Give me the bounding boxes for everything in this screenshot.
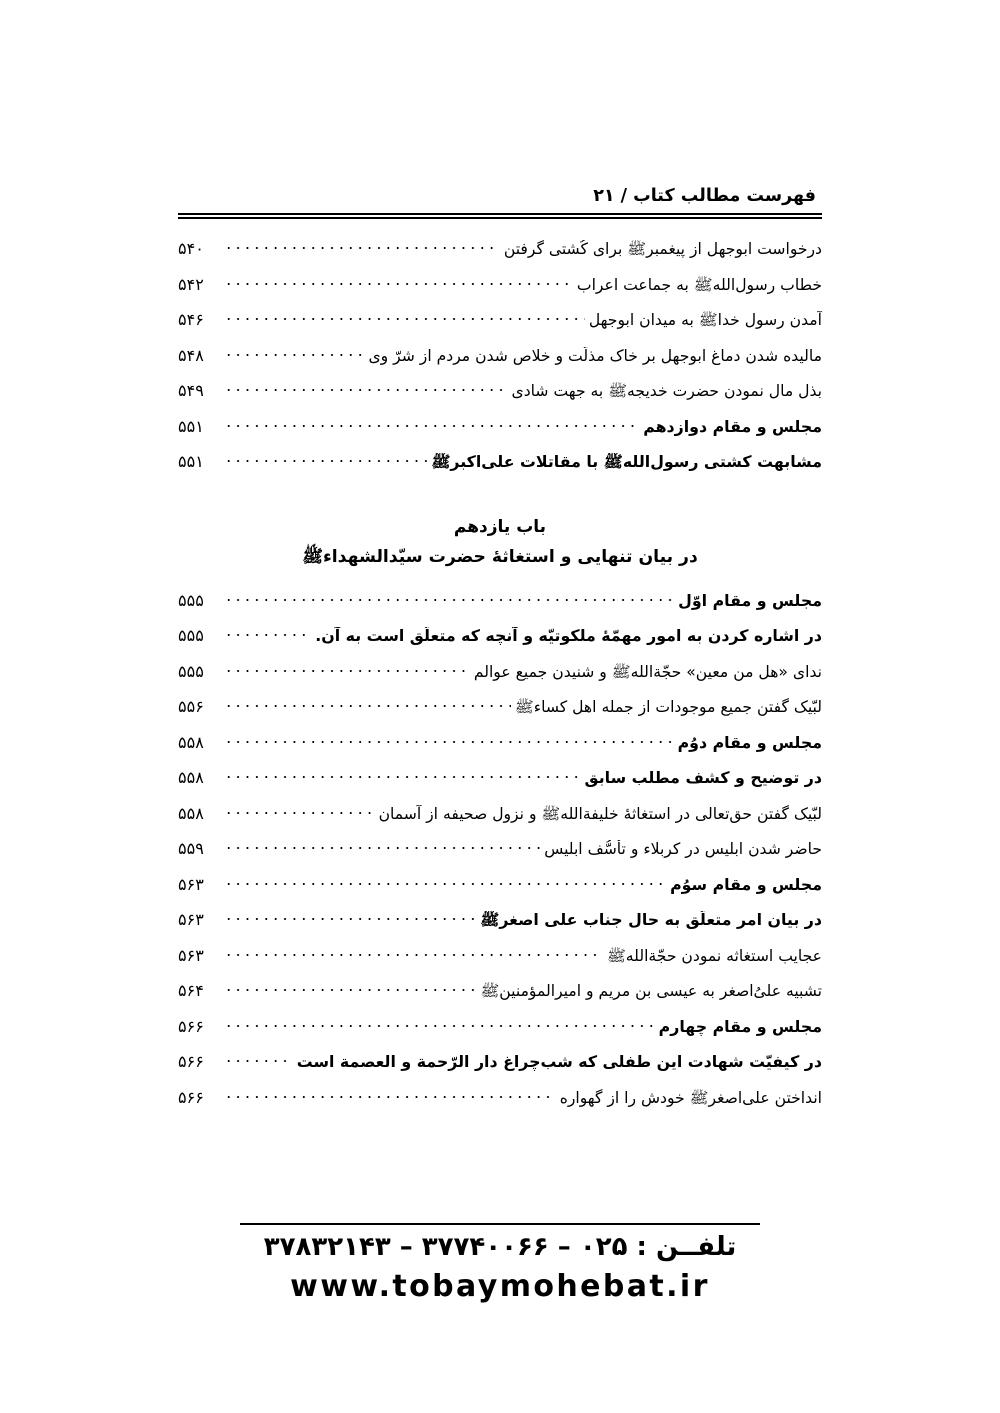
toc-entry-title: عجایب استغاثه نمودن حجّةاللهﷺ	[606, 946, 822, 965]
toc-entry-page: ۵۶۶	[178, 1087, 204, 1107]
toc-entry[interactable]	[178, 1016, 822, 1052]
toc-entry-page: ۵۵۸	[178, 803, 204, 823]
toc-entry-page: ۵۵۱	[178, 452, 204, 471]
toc-entry-title: در اشاره کردن به امور مهمّۀ ملکوتیّه و آنچه که متعلّق است به آن.	[315, 627, 822, 646]
chapter-heading-title: باب یازدهم	[453, 516, 547, 537]
toc-entry[interactable]	[178, 380, 822, 416]
toc-entry-page: ۵۶۳	[178, 945, 204, 965]
toc-entry[interactable]	[178, 661, 822, 697]
toc-entry-title: مجلس و مقام چهارم	[658, 1017, 822, 1036]
toc-entry-title: آمدن رسول خداﷺ به میدان ابوجهل	[588, 311, 822, 329]
chapter-heading	[178, 517, 822, 568]
toc-entry-page: ۵۴۰	[178, 239, 204, 258]
dot-leader	[224, 309, 585, 325]
toc-entry[interactable]	[178, 874, 822, 910]
running-head: فهرست مطالب کتاب / ۲۱	[593, 186, 816, 206]
toc-entry-page: ۵۵۵	[178, 626, 204, 646]
toc-entry[interactable]	[178, 767, 822, 803]
header-divider-rule	[178, 213, 822, 219]
toc-group-one	[178, 238, 822, 487]
table-of-contents	[178, 238, 822, 1122]
toc-entry-page: ۵۶۳	[178, 874, 204, 894]
spacer	[178, 537, 822, 547]
toc-entry-page: ۵۴۲	[178, 274, 204, 294]
toc-entry[interactable]	[178, 416, 822, 452]
dot-leader	[224, 980, 476, 996]
footer-phone-numbers: ۰۲۵ – ۳۷۷۴۰۰۶۶ – ۳۷۸۳۲۱۴۳	[263, 1231, 628, 1262]
toc-entry-page: ۵۴۶	[178, 310, 204, 329]
toc-entry-title: بذل مال نمودن حضرت خدیجهﷺ به جهت شادی	[511, 382, 822, 400]
dot-leader	[224, 661, 470, 677]
toc-entry-title: انداختن علی‌اصغرﷺ خودش را از گهواره	[559, 1088, 822, 1107]
footer-website[interactable]: www.tobaymohebat.ir	[290, 1269, 710, 1305]
dot-leader	[224, 909, 476, 925]
toc-entry-page: ۵۵۸	[178, 768, 204, 788]
toc-entry[interactable]	[178, 345, 822, 381]
toc-entry-page: ۵۵۸	[178, 732, 204, 752]
toc-entry[interactable]	[178, 732, 822, 768]
page-footer	[0, 1213, 1000, 1413]
spacer	[178, 568, 822, 590]
toc-group-two	[178, 590, 822, 1123]
toc-entry[interactable]	[178, 1087, 822, 1123]
toc-entry-title: ندای «هل من معینٍ» حجّةاللهﷺ و شنیدن جمیع عوالم	[473, 662, 822, 681]
toc-entry[interactable]	[178, 451, 822, 487]
dot-leader	[224, 1016, 655, 1032]
dot-leader	[224, 274, 573, 290]
toc-entry-title: مالیده شدن دماغ ابوجهل بر خاک مذلّت و خلاص شدن مردم از شرّ وی	[368, 346, 822, 365]
toc-entry-title: مجلس و مقام سوُم	[670, 875, 822, 894]
dot-leader	[224, 1051, 293, 1067]
dot-leader	[224, 625, 311, 641]
toc-entry-title: مجلس و مقام دوازدهم	[643, 417, 822, 436]
toc-entry-title: در کیفیّت شهادت این طفلی که شب‌چراغ دار الرّحمة و العصمة است	[296, 1053, 822, 1072]
dot-leader	[224, 803, 375, 819]
footer-phone-label: تلفــن :	[636, 1231, 737, 1262]
toc-entry[interactable]	[178, 590, 822, 626]
toc-entry-page: ۵۵۶	[178, 697, 204, 717]
dot-leader	[224, 838, 540, 854]
toc-entry-title: مجلس و مقام دوُم	[677, 733, 822, 752]
dot-leader	[224, 345, 364, 361]
toc-entry[interactable]	[178, 1051, 822, 1087]
toc-entry-title: لبّیک گفتن جمیع موجودات از جمله اهل کساءﷺ	[514, 698, 822, 717]
toc-entry-page: ۵۵۹	[178, 839, 204, 859]
toc-entry[interactable]	[178, 274, 822, 310]
toc-entry-title: تشبیه علیُ‌اصغر به عیسی بن مریم و امیرالمؤمنینﷺ	[480, 982, 822, 1001]
dot-leader	[224, 732, 674, 748]
dot-leader	[224, 238, 500, 254]
toc-entry-title: لبّیک گفتن حق‌تعالی در استغاثۀ خلیفةاللهﷺ و نزول صحیفه از آسمان	[378, 804, 822, 823]
toc-entry[interactable]	[178, 945, 822, 981]
page-header	[178, 186, 822, 219]
dot-leader	[224, 696, 511, 712]
toc-entry-page: ۵۶۴	[178, 981, 204, 1001]
dot-leader	[224, 945, 603, 961]
toc-entry-title: مشابهت کشتی رسول‌اللهﷺ با مقاتلات علی‌اکبرﷺ	[431, 453, 822, 471]
toc-entry-page: ۵۶۳	[178, 910, 204, 930]
toc-entry[interactable]	[178, 309, 822, 345]
dot-leader	[224, 590, 674, 606]
toc-entry-title: در توضیح و کشف مطلب سابق	[584, 769, 822, 788]
toc-entry-page: ۵۴۸	[178, 345, 204, 365]
toc-entry-page: ۵۵۱	[178, 416, 204, 436]
toc-entry-page: ۵۶۶	[178, 1016, 204, 1036]
toc-entry[interactable]	[178, 838, 822, 874]
toc-entry-title: درخواست ابوجهل از پیغمبرﷺ برای کُشتی گرفتن	[503, 240, 822, 258]
toc-entry[interactable]	[178, 238, 822, 274]
toc-entry-page: ۵۵۵	[178, 590, 204, 610]
spacer	[178, 487, 822, 517]
toc-entry[interactable]	[178, 909, 822, 945]
dot-leader	[224, 1087, 556, 1103]
toc-entry-page: ۵۶۶	[178, 1052, 204, 1072]
toc-entry[interactable]	[178, 980, 822, 1016]
toc-entry-page: ۵۵۵	[178, 661, 204, 681]
toc-entry-title: خطاب رسول‌اللهﷺ به جماعت اعراب	[576, 275, 822, 294]
toc-entry-title: مجلس و مقام اوّل	[678, 591, 822, 610]
footer-divider-rule	[240, 1223, 760, 1225]
toc-entry[interactable]	[178, 803, 822, 839]
toc-entry-title: حاضر شدن ابلیس در کربلاء و تأسُّف ابلیس	[544, 840, 822, 859]
dot-leader	[224, 767, 580, 783]
dot-leader	[224, 451, 427, 467]
footer-phone	[240, 1231, 760, 1264]
chapter-heading-subtitle: در بیان تنهایی و استغاثۀ حضرت سیّدالشهداءﷺ	[302, 546, 698, 567]
toc-entry-page: ۵۴۹	[178, 381, 204, 400]
toc-entry[interactable]	[178, 696, 822, 732]
dot-leader	[224, 874, 666, 890]
toc-entry-title: در بیان امر متعلّق به حال جناب علی اصغرﷺ	[480, 911, 822, 930]
dot-leader	[224, 380, 508, 396]
toc-entry[interactable]	[178, 625, 822, 661]
dot-leader	[224, 416, 639, 432]
